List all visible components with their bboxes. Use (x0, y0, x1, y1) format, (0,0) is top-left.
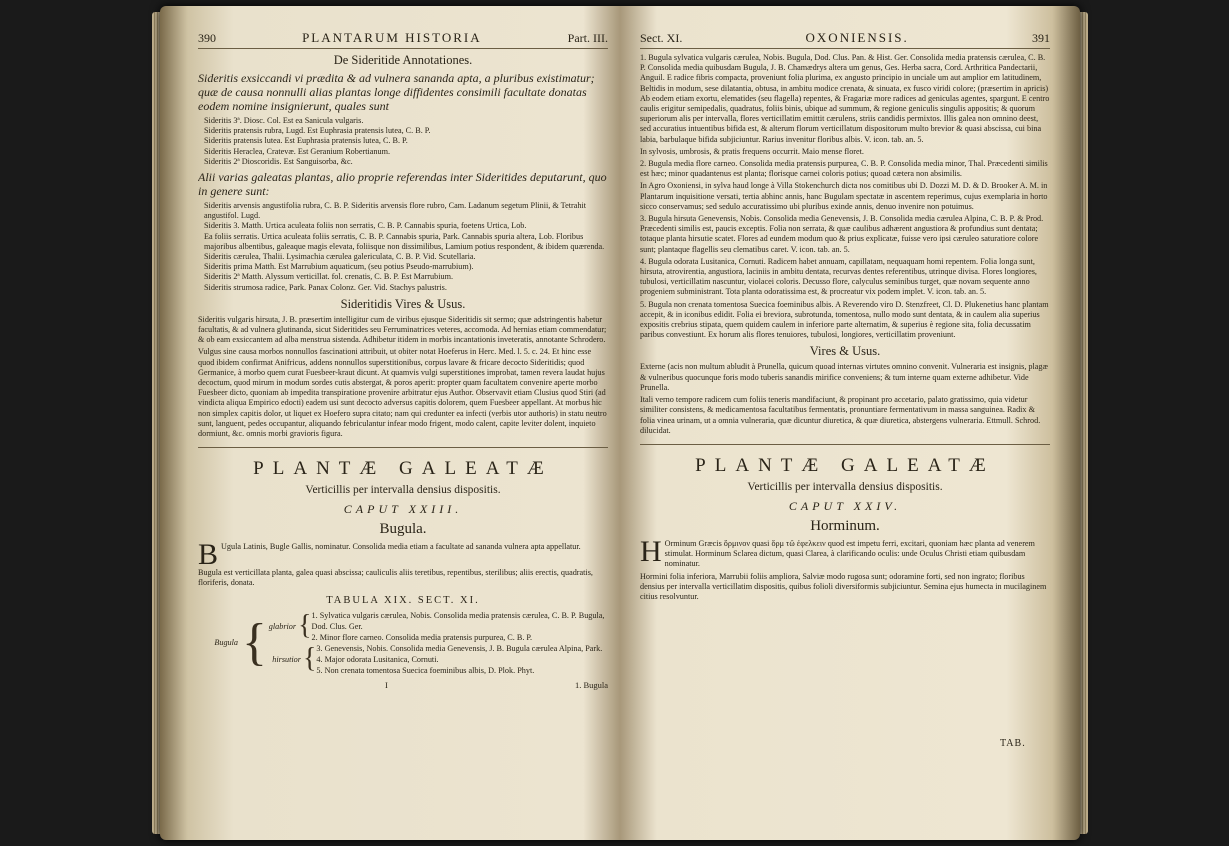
genus-title: Horminum. (810, 517, 880, 534)
lead-paragraph-2: Alii varias galeatas plantas, alio proprie referendas inter Sideritides deputarunt, quo in genere sunt: (198, 170, 607, 199)
paragraph: 3. Bugula hirsuta Genevensis, Nobis. Consolida media Genevensis, J. B. Consolida media cærulea Alpina, C. B. P. & Prod. Præcedenti similis est, paucis exceptis. Folia non serrata, & quæ caulibus adhærent angustiora & profundius sunt dentata; totaque planta hirsutie scatet. Flores ad eundem modum quo & prius explicatæ, fuisse vero ipsi cæruleo saturatiore colore sunt; plantaque flagellis seu clematibus caret. V. icon. tab. an. 5. (640, 214, 1044, 254)
paragraph: Ugula Latinis, Bugle Gallis, nominatur. Consolida media etiam a facultate ad sananda vulnera apta appellatur. (221, 542, 581, 552)
tree-root: Bugula (214, 638, 238, 648)
genus-title: Bugula. (379, 521, 427, 538)
paragraph: 1. Bugula sylvatica vulgaris cærulea, Nobis. Bugula, Dod. Clus. Pan. & Hist. Ger. Consolida media pratensis cærulea, C. B. P. Consolida media quibusdam Bugula, J. B. Chamædrys altera um genus, Ges. Herba sacra, Cord. Arthritica Pandectarii, Anguil. E radice fibris compacta, proveniunt folia plurima, ex angusto principio in unciale um aut amplior em latitudinem, Beltidis in modum, sese dilatantia, obtusa, in ambitu modice crenata, & sinuata, ex fusco viridi colore; (præsertim in apricis) Ab eodem etiam exortu, elematides (seu flagella) repentes, & Fragariæ more radices ad geniculas agentes, spargunt. E centro caulis erigitur semipedalis, quadratus, foliis binis, ubique ad summum, & regione geniculis singulis appositis; & quorum superiorum alis per intervalla, flores verticillatim emittit cærulens, striis candidis permixtos. Illis galea non omnino deest, sed accuratius intuentibus bifida est, & alterum florum verticillatum dispositorum multo brevior & quasi abscissa, cui bina labia, barbulaque bifida subjiciuntur. Rarius invenitur floribus albis. V. icon. tab. an. 5. (640, 53, 1050, 144)
plantae-galeatae-title: PLANTÆ GALEATÆ (253, 458, 553, 480)
tree-leaf: 1. Sylvatica vulgaris cærulea, Nobis. Consolida media pratensis cærulea, C. B. P. Bugula, Dod. Clus. Ger. (311, 610, 605, 631)
paragraph: Bugula est verticillata planta, galea quasi abscissa; cauliculis aliis teretibus, repentibus, sterilibus; aliis erectis, quadratis, floriferis, donata. (198, 568, 593, 588)
paragraph: Vulgus sine causa morbos nonnullos fascinationi attribuit, ut obiter notat Hoeferus in Herc. Med. l. 5. c. 24. Et hinc esse quod ibidem confirmat Anifricus, addens nonnullos superstitionibus, corpus lavare & fricare decocto Sideritidis; quod Germanice, à morbo quem curat Fuesbeer-kraut dicunt. At quamvis vulgi superstitiones improbat, tamen revera laudat hujus decoctum, quod mirum in modum sordes cutis abstergat, & poros aperit: propter quam facultatem convenire aperte morbo Fuesbeer dicto, quoniam ab impedita transpiratione provenire arbitratur ejus Author. Observavit etiam Clusius quod Stiri (ad vindicta aliqua Empirico edocti) eadem usi sunt decocto adversus capitis dolorem, quem Fuesbeer appellant. At morbus hic non simplex capitis dolor, ut liquet ex Hoefero supra citato; nam qui credunter ea infecti (verbis utor authoris) in statu neutro sunt, languent, pedes occupantur, aliquando febriculantur infear modo frigent, modo calent, capite leviter dolent, inquieto dormiunt, &c. omnis morbi gravioris figura. (198, 347, 607, 439)
page-number: 391 (1031, 31, 1050, 45)
drop-cap-b: B (198, 538, 219, 572)
bugula-intro (198, 538, 608, 588)
branch-label: hirsutior (272, 654, 301, 664)
left-header (198, 30, 608, 49)
caput-heading: CAPUT XXIII. (343, 502, 463, 517)
paragraph: Orminum Græcis ὅρμινον quasi ὅρμ τῶ ἐφελκειν quod est impetu ferri, excitari, quoniam hæc planta ad venerem stimulat. Horminum Sclarea dictum, quasi Clarea, à clarificando oculis: unde Oculus Christi etiam quibusdam nominatur. (664, 538, 1035, 569)
tree-branch-glabrior (267, 610, 608, 643)
running-title: OXONIENSIS. (805, 30, 909, 45)
vires-body (198, 315, 608, 439)
paragraph: Hormini folia inferiora, Marrubii foliis ampliora, Salviæ modo rugosa sunt; odoramine forti, sed non ingrato; floribus densius per intervalla verticillatim dispositis, quibus folioli diversiformis subjiciuntur. Semina ejus humecta in mucilaginem citius resolvuntur. (640, 571, 1047, 601)
running-title: PLANTARUM HISTORIA (302, 30, 482, 45)
brace-glyph: { (298, 610, 312, 642)
lead-paragraph: Sideritis exsiccandi vi prædita & ad vulnera sananda apta, a pluribus existimatur; quæ de causa nonnulli alias plantas longe diffidentes consimili facultate donatas eodem nomine insignierunt, quales sunt (198, 71, 595, 113)
right-page (640, 30, 1050, 830)
paragraph: Sideritis vulgaris hirsuta, J. B. præsertim intelligitur cum de viribus ejusque Sideritidis sit sermo; quæ adstringentis habetur facultatis, & ad vulnera glutinanda, sicut Sideritides seu Ferruminatrices veteres, accomoda. Ad hernias etiam commendatur; & ob eam exsiccantem ad alba menstrua sistenda. Adhibetur itidem in morbis incantationis inveteratis, annotante Schrodero. (198, 314, 607, 345)
plantae-galeatae-title: PLANTÆ GALEATÆ (695, 454, 995, 476)
tree-leaf: 3. Genevensis, Nobis. Consolida media Genevensis, J. B. Bugula cærulea Alpina, Park. (316, 643, 603, 653)
paragraph: In Agro Oxoniensi, in sylva haud longe à Villa Stokenchurch dicta nos comitibus ubi D. Dozzi M. D. & D. Brooker A. M. in Plantarum inquisitione versati, tertia abhinc annis, hanc Bugulam spectatæ in ascentem reperimus, cujus exemplaria in horto sicco conservamus; sed sedulo accuratissimo ubi pluribus exinde annis, denuo invenire non potuimus. (640, 181, 1048, 211)
list-item: Sideritis pratensis lutea. Est Euphrasia pratensis lutea, C. B. P. (204, 136, 408, 146)
divider (198, 447, 608, 448)
divider (640, 444, 1050, 445)
caput-heading: CAPUT XXIV. (788, 498, 902, 513)
list-item: Sideritis 3. Matth. Urtica aculeata foliis non serratis, C. B. P. Cannabis spuria, foetens Urtica, Lob. (204, 221, 527, 231)
paragraph: 2. Bugula media flore carneo. Consolida media pratensis purpurea, C. B. P. Consolida media minor, Thal. Præcedenti similis est hæc; minor quadantenus est planta; florisque carnei coloris potius; quoad cætera non absimilis. (640, 159, 1048, 179)
tree-leaf: 5. Non crenata tomentosa Suecica foeminibus albis, D. Plok. Phyt. (316, 665, 535, 675)
vires-body (640, 362, 1050, 435)
tree-branch-hirsutior (267, 643, 608, 676)
list-item: Sideritis prima Matth. Est Marrubium aquaticum, (seu potius Pseudo-marrubium). (204, 262, 474, 272)
left-footer (198, 680, 608, 690)
list-1 (198, 116, 608, 167)
paragraph: 5. Bugula non crenata tomentosa Suecica foeminibus albis. A Reverendo viro D. Stenzfreet, Cl. D. Plukenetius hanc plantam accepit, & in iconibus edidit. Folia ei breviora, subrotunda, tomentosa, nullo modo sunt dentata, & in caulem alia superius expositis crebrius stipata, quem quidem caulem in inferiore parte alternatim, & superius è regione sita, folia decussatim paribus convestiunt. Ex horum alis flores tenuiores, tubulosi, longiores, verticillatim proveniunt. (640, 299, 1049, 340)
list-item: Sideritis strumosa radice, Park. Panax Colonz. Ger. Vid. Stachys palustris. (204, 282, 447, 292)
verticillis-subtitle: Verticillis per intervalla densius dispositis. (747, 480, 943, 493)
tree-leaf: 2. Minor flore carneo. Consolida media pratensis purpurea, C. B. P. (311, 632, 533, 642)
catchword: 1. Bugula (574, 679, 608, 690)
list-item: Sideritis pratensis rubra, Lugd. Est Euphrasia pratensis lutea, C. B. P. (204, 126, 431, 136)
section-label: Sect. XI. (640, 31, 683, 45)
right-body (640, 53, 1050, 340)
drop-cap-h: H (640, 534, 662, 568)
paragraph: 4. Bugula odorata Lusitanica, Cornuti. Radicem habet annuam, capillatam, nequaquam homi repentem. Folia longa sunt, hirsuta, atrovirentia, angustiora, laciniis in ambitu dentata, recurvas dentes referentibus, utrinque divisa. Flores longiores, tubulosi, verticillatim nascuntur, violacei coloris. Decusso flore, calyculus seminibus turget, quæ novam sequente anno progeniem subministrant. Tota planta odoratissima est, & procreatur vix podem implet. V. icon. tab. an. 5. (640, 256, 1037, 297)
tree-leaf: 4. Major odorata Lusitanica, Cornuti. (316, 654, 439, 664)
tab-mark: TAB. (1000, 738, 1026, 749)
list-item: Sideritis 3ª. Diosc. Col. Est ea Sanicula vulgaris. (204, 116, 364, 125)
left-page (198, 30, 608, 830)
paragraph: Externe (acis non multum abludit à Prunella, quicum quoad internas virtutes omnino convenit. Vulneraria est insignis, plagæ & vulneribus quocunque foris modo tuberis sanandis mirifice conveniens; & tum interne quam externe adhibetur. Vide Prunella. (640, 362, 1048, 392)
list-item: Sideritis cærulea, Thalii. Lysimachia cærulea galericulata, C. B. P. Vid. Scutellaria. (204, 252, 476, 262)
section-title: De Sideritide Annotationes. (333, 53, 473, 67)
paragraph: In sylvosis, umbrosis, & pratis frequens occurrit. Maio mense floret. (640, 146, 864, 156)
list-item: Sideritis 2ª Matth. Alyssum verticillat. fol. crenatis, C. B. P. Est Marrubium. (204, 272, 454, 282)
classification-tree (198, 610, 608, 676)
list-2 (198, 201, 608, 293)
signature-mark: I (385, 679, 388, 690)
paragraph: Itali verno tempore radicem cum foliis teneris mandifaciunt, & propinant pro accetario, palato gratissimo, quia videtur similiter consistens, & medicamentosa facultatibus fermentatis, pronuntiare fermentativum in massa sanguinea. Radix & folia vinea urinam, ut a omnia vulneraria, quæ dicuntur diuretica, & quæ diuretica, abstergens vulneraria. Ettmull. Schrod. dilucidat. (640, 395, 1041, 435)
vires-title: Vires & Usus. (809, 344, 881, 359)
tabula-heading: TABULA XIX. SECT. XI. (326, 594, 480, 606)
part-label: Part. III. (567, 31, 608, 45)
list-item: Sideritis Heraclea, Cratevæ. Est Geranium Robertianum. (204, 146, 390, 156)
list-item: Sideritis 2ª Dioscoridis. Est Sanguisorba, &c. (204, 156, 353, 166)
right-header (640, 30, 1050, 49)
list-item: Ea foliis serratis. Urtica aculeata foliis serratis, C. B. P. Cannabis spuria, Park. Cannabis spuria altera, Lob. Floribus majoribus albentibus, galeaque magis elevata, foliisque non dissimilibus, Lamium potius respondent, & ibidem quærenda. (204, 231, 605, 251)
horminum-intro (640, 534, 1050, 602)
brace-glyph: { (302, 643, 317, 675)
verticillis-subtitle: Verticillis per intervalla densius dispositis. (305, 484, 501, 497)
list-item: Sideritis arvensis angustifolia rubra, C. B. P. Sideritis arvensis flore rubro, Cam. Ladanum segetum Plinii, & Tetrahit angustifol. Lugd. (204, 201, 586, 221)
vires-title: Sideritidis Vires & Usus. (340, 296, 466, 311)
brace-glyph: { (242, 613, 267, 671)
branch-label: glabrior (268, 621, 297, 631)
page-number: 390 (198, 31, 216, 45)
